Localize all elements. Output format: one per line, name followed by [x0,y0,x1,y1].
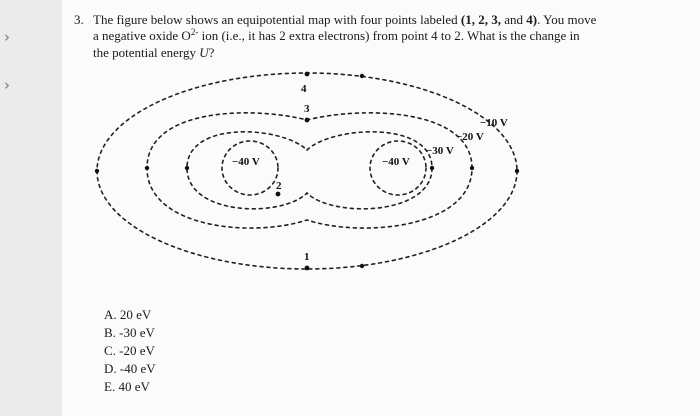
choice-a[interactable]: A. 20 eV [104,307,152,322]
contour-dot [470,166,474,170]
contour-dot [95,169,99,173]
point-3-label: 3 [304,103,310,115]
equipotential-map [92,68,562,278]
point-4-marker [305,72,310,77]
point-2-marker [276,192,281,197]
choice-e[interactable]: E. 40 eV [104,379,150,394]
choice-d[interactable]: D. -40 eV [104,361,156,376]
contour-dot [360,264,364,268]
point-3-marker [305,118,310,123]
chevron-right-icon[interactable]: › [4,76,10,94]
choice-b[interactable]: B. -30 eV [104,325,155,340]
point-2-label: 2 [276,180,282,192]
question-line-1: The figure below shows an equipotential map with four points labeled (1, 2, 3, and 4). You move [93,12,597,27]
contour-dot [430,166,434,170]
document-page [62,0,700,416]
question-line-3: the potential energy U? [93,45,215,60]
question-line-2: a negative oxide $O^{2-}$ ion (i.e., it has 2 extra electrons) from point 4 to 2. What is the change in [93,27,580,43]
label-minus-20v: −20 V [456,131,484,143]
contour-dot [185,166,189,170]
contour-dot [515,169,519,173]
point-1-marker [305,266,310,271]
contour-minus-30v [187,132,432,209]
left-gutter [0,0,62,416]
point-1-label: 1 [304,251,310,263]
contour-right-minus-40v [370,141,426,195]
contour-dot [360,74,364,78]
question-text [93,12,618,61]
point-4-label: 4 [301,83,307,95]
choice-c[interactable]: C. -20 eV [104,343,155,358]
label-left-minus-40v: −40 V [232,156,260,168]
answer-choices [104,306,156,396]
label-right-minus-40v: −40 V [382,156,410,168]
label-minus-30v: −30 V [426,145,454,157]
question-number: 3. [74,12,84,27]
contour-minus-20v [147,113,472,228]
contour-dot [145,166,149,170]
label-minus-10v: −10 V [480,117,508,129]
contour-left-minus-40v [222,141,278,195]
chevron-right-icon[interactable]: › [4,28,10,46]
